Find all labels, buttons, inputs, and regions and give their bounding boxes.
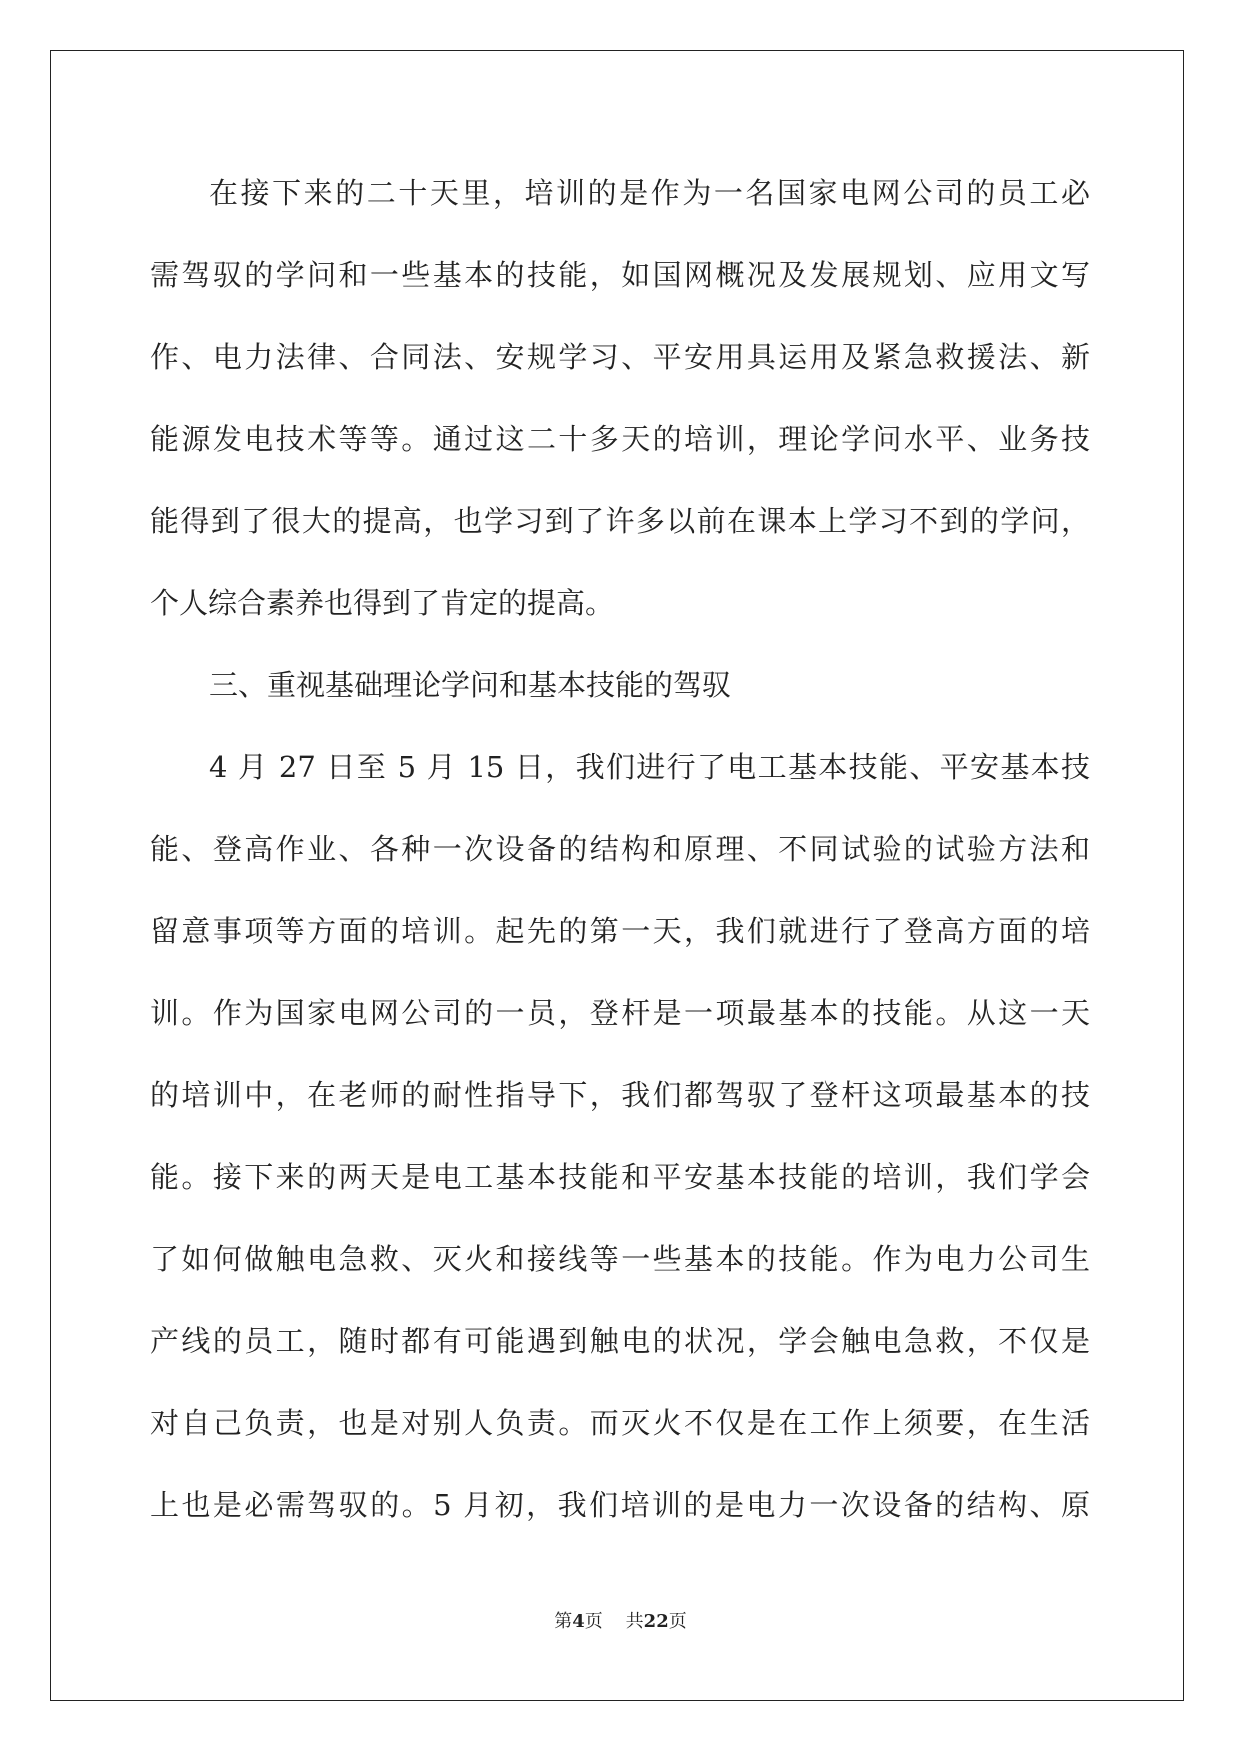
text-line: 能、登高作业、各种一次设备的结构和原理、不同试验的试验方法和 (150, 832, 1090, 866)
text-line: 在接下来的二十天里，培训的是作为一名国家电网公司的员工必 (209, 176, 1090, 210)
text-line: 能源发电技术等等。通过这二十多天的培训，理论学问水平、业务技 (150, 422, 1090, 456)
page-footer (0, 1607, 1241, 1633)
footer-page-suffix: 页 (584, 1611, 603, 1632)
text-line: 需驾驭的学问和一些基本的技能，如国网概况及发展规划、应用文写 (150, 258, 1090, 292)
footer-page-prefix: 第 (554, 1611, 573, 1632)
text-line: 能。接下来的两天是电工基本技能和平安基本技能的培训，我们学会 (150, 1160, 1090, 1194)
document-body (150, 152, 1090, 1546)
text-line: 上也是必需驾驭的。5 月初，我们培训的是电力一次设备的结构、原 (150, 1488, 1090, 1522)
text-line: 个人综合素养也得到了肯定的提高。 (150, 586, 615, 620)
text-line: 训。作为国家电网公司的一员，登杆是一项最基本的技能。从这一天 (150, 996, 1090, 1030)
text-line: 4 月 27 日至 5 月 15 日，我们进行了电工基本技能、平安基本技 (209, 750, 1090, 784)
text-line: 作、电力法律、合同法、安规学习、平安用具运用及紧急救援法、新 (150, 340, 1090, 374)
text-line: 的培训中，在老师的耐性指导下，我们都驾驭了登杆这项最基本的技 (150, 1078, 1090, 1112)
text-line: 留意事项等方面的培训。起先的第一天，我们就进行了登高方面的培 (150, 914, 1090, 948)
text-line: 能得到了很大的提高，也学习到了许多以前在课本上学习不到的学问， (150, 504, 1090, 538)
text-line: 三、重视基础理论学问和基本技能的驾驭 (209, 668, 732, 702)
footer-total-prefix: 共 (625, 1611, 644, 1632)
footer-total-pages: 22 (643, 1611, 669, 1632)
footer-page-number: 4 (572, 1611, 585, 1632)
footer-total-suffix: 页 (668, 1611, 687, 1632)
text-line: 产线的员工，随时都有可能遇到触电的状况，学会触电急救，不仅是 (150, 1324, 1090, 1358)
text-line: 了如何做触电急救、灭火和接线等一些基本的技能。作为电力公司生 (150, 1242, 1090, 1276)
text-line: 对自己负责，也是对别人负责。而灭火不仅是在工作上须要，在生活 (150, 1406, 1090, 1440)
